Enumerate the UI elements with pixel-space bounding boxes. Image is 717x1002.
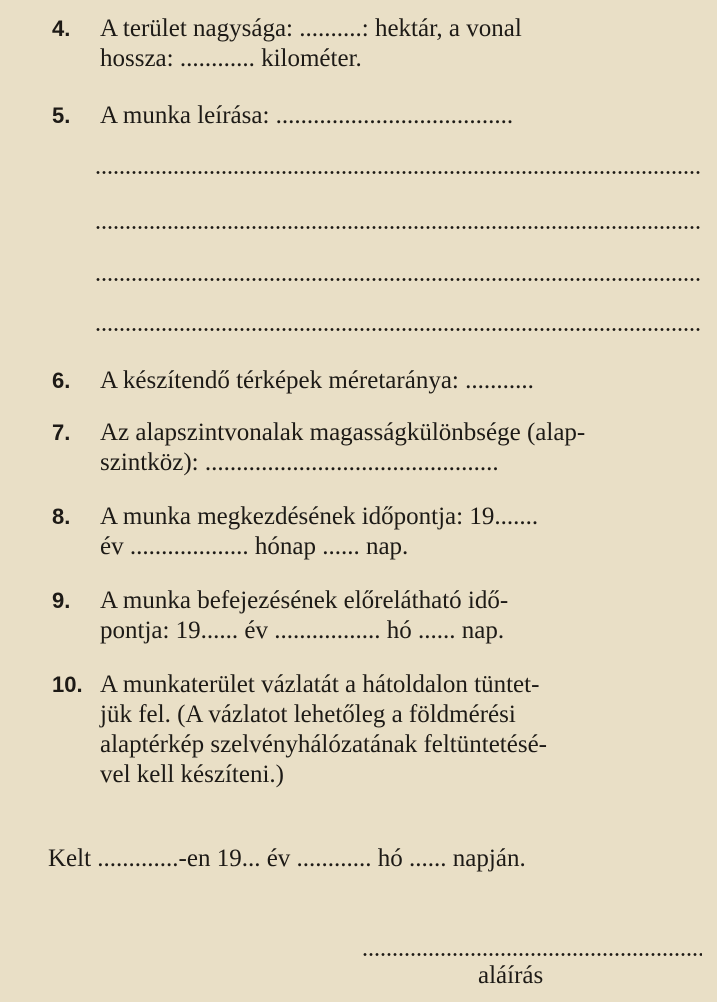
item-10-line-2: jük fel. (A vázlatot lehetőleg a földmérési: [100, 701, 516, 728]
item-10-line-4: vel kell készíteni.): [100, 761, 284, 788]
item-number: 7.: [52, 420, 71, 445]
signature-label: aláírás: [478, 962, 544, 989]
item-10: [52, 670, 704, 790]
item-4: [52, 14, 704, 74]
item-number: 6.: [52, 368, 71, 393]
item-7-line-1: Az alapszintvonalak magasságkülönbsége (alap-: [100, 419, 586, 446]
item-5-line-1: A munka leírása: ......................................: [100, 102, 514, 129]
item-9: [52, 586, 704, 646]
item-4-line-2: hossza: ............ kilométer.: [100, 45, 362, 72]
item-9-line-2: pontja: 19...... év ................. hó ...... nap.: [100, 617, 505, 644]
item-4-line-1: A terület nagysága: ..........: hektár, a vonal: [100, 15, 522, 42]
description-blank-line-2[interactable]: [95, 225, 700, 230]
description-blank-line-3[interactable]: [95, 277, 700, 282]
description-blank-line-1[interactable]: [95, 170, 700, 175]
date-place-line[interactable]: Kelt .............-en 19... év ............ hó ...... napján.: [48, 845, 526, 872]
item-9-line-1: A munka befejezésének előrelátható idő-: [100, 587, 509, 614]
item-8-line-2: év ................... hónap ...... nap.: [100, 533, 409, 560]
item-6: [52, 366, 704, 396]
item-8-line-1: A munka megkezdésének időpontja: 19.......: [100, 503, 539, 530]
item-5: [52, 101, 704, 131]
item-8: [52, 502, 704, 562]
item-10-line-1: A munkaterület vázlatát a hátoldalon tüntet-: [100, 671, 540, 698]
item-7-line-2: szintköz): ...............................................: [100, 449, 499, 476]
description-blank-line-4[interactable]: [95, 327, 700, 332]
item-7: [52, 418, 704, 478]
signature-line[interactable]: [362, 952, 702, 957]
item-number: 5.: [52, 103, 71, 128]
item-10-line-3: alaptérkép szelvényhálózatának feltüntetésé-: [100, 731, 547, 758]
item-number: 8.: [52, 504, 71, 529]
item-number: 4.: [52, 16, 71, 41]
item-number: 10.: [52, 672, 83, 697]
item-6-line-1: A készítendő térképek méretaránya: ...........: [100, 367, 534, 394]
item-number: 9.: [52, 588, 71, 613]
